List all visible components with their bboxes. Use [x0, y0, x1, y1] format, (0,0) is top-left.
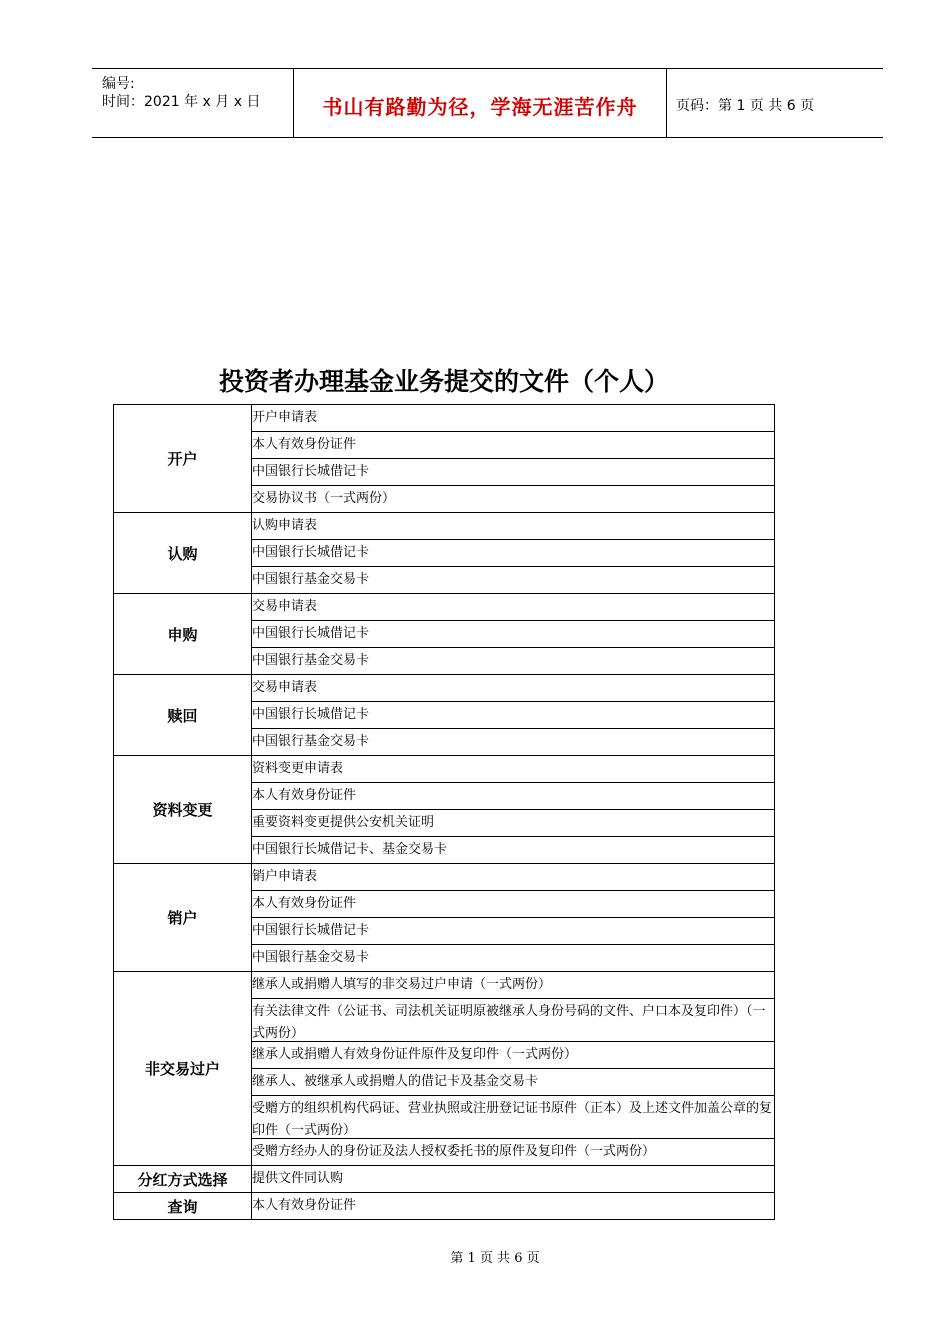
document-cell	[252, 756, 775, 783]
document-text: 有关法律文件（公证书、司法机关证明原被继承人身份号码的文件、户口本及复印件）（一式两份）	[252, 1004, 766, 1041]
document-text: 继承人或捐赠人有效身份证件原件及复印件（一式两份）	[252, 1047, 578, 1062]
document-cell	[252, 945, 775, 972]
header-info-cell	[92, 69, 292, 137]
document-cell	[252, 918, 775, 945]
document-text: 中国银行基金交易卡	[252, 653, 370, 668]
document-cell	[252, 999, 775, 1042]
document-cell	[252, 459, 775, 486]
category-cell: 销户	[114, 864, 252, 972]
document-cell	[252, 1069, 775, 1096]
document-title: 投资者办理基金业务提交的文件（个人）	[218, 367, 669, 396]
document-text: 本人有效身份证件	[252, 1198, 357, 1213]
document-cell	[252, 729, 775, 756]
document-text: 继承人、被继承人或捐赠人的借记卡及基金交易卡	[252, 1074, 539, 1089]
serial-label: 编号:	[102, 76, 135, 92]
table-row	[114, 756, 775, 783]
document-text: 中国银行长城借记卡	[252, 626, 370, 641]
page-footer: 第 1 页 共 6 页	[450, 1251, 540, 1266]
document-cell	[252, 1193, 775, 1220]
table-row	[114, 594, 775, 621]
table-row	[114, 675, 775, 702]
document-text: 认购申请表	[252, 518, 318, 533]
document-text: 中国银行基金交易卡	[252, 572, 370, 587]
document-text: 中国银行基金交易卡	[252, 950, 370, 965]
table-row	[114, 1166, 775, 1193]
document-cell	[252, 1096, 775, 1139]
document-cell	[252, 810, 775, 837]
header-page-cell	[666, 69, 883, 137]
document-cell	[252, 783, 775, 810]
document-text: 继承人或捐赠人填写的非交易过户申请（一式两份）	[252, 977, 552, 992]
table-row	[114, 405, 775, 432]
document-text: 中国银行长城借记卡	[252, 464, 370, 479]
category-cell: 资料变更	[114, 756, 252, 864]
document-text: 提供文件同认购	[252, 1171, 344, 1186]
document-text: 交易协议书（一式两份）	[252, 491, 396, 506]
document-cell	[252, 675, 775, 702]
document-cell	[252, 594, 775, 621]
document-text: 受赠方的组织机构代码证、营业执照或注册登记证书原件（正本）及上述文件加盖公章的复印件（一式两份）	[252, 1101, 773, 1138]
document-text: 本人有效身份证件	[252, 437, 357, 452]
page-code: 页码：第 1 页 共 6 页	[676, 98, 815, 114]
category-cell: 赎回	[114, 675, 252, 756]
table-row	[114, 972, 775, 999]
category-cell: 认购	[114, 513, 252, 594]
document-text: 重要资料变更提供公安机关证明	[252, 815, 435, 830]
table-row	[114, 513, 775, 540]
page-header	[92, 68, 883, 138]
table-row	[114, 1193, 775, 1220]
document-text: 受赠方经办人的身份证及法人授权委托书的原件及复印件（一式两份）	[252, 1144, 656, 1159]
document-cell	[252, 864, 775, 891]
document-cell	[252, 648, 775, 675]
document-text: 中国银行长城借记卡、基金交易卡	[252, 842, 448, 857]
document-cell	[252, 540, 775, 567]
header-motto-cell	[293, 69, 667, 137]
document-cell	[252, 702, 775, 729]
document-text: 交易申请表	[252, 599, 318, 614]
document-cell	[252, 513, 775, 540]
document-text: 中国银行长城借记卡	[252, 545, 370, 560]
category-cell: 非交易过户	[114, 972, 252, 1166]
document-cell	[252, 432, 775, 459]
time-label: 时间：2021 年 x 月 x 日	[102, 94, 261, 110]
category-cell: 分红方式选择	[114, 1166, 252, 1193]
category-cell: 查询	[114, 1193, 252, 1220]
category-cell: 开户	[114, 405, 252, 513]
document-cell	[252, 972, 775, 999]
document-cell	[252, 1166, 775, 1193]
document-cell	[252, 1042, 775, 1069]
document-text: 交易申请表	[252, 680, 318, 695]
document-text: 资料变更申请表	[252, 761, 344, 776]
document-cell	[252, 486, 775, 513]
document-text: 中国银行长城借记卡	[252, 923, 370, 938]
category-cell: 申购	[114, 594, 252, 675]
document-text: 中国银行基金交易卡	[252, 734, 370, 749]
document-cell	[252, 567, 775, 594]
document-text: 本人有效身份证件	[252, 896, 357, 911]
table-row	[114, 864, 775, 891]
document-cell	[252, 837, 775, 864]
document-text: 本人有效身份证件	[252, 788, 357, 803]
document-cell	[252, 405, 775, 432]
motto: 书山有路勤为径，学海无涯苦作舟	[322, 95, 638, 119]
document-text: 中国银行长城借记卡	[252, 707, 370, 722]
document-text: 开户申请表	[252, 410, 318, 425]
document-cell	[252, 891, 775, 918]
document-cell	[252, 621, 775, 648]
documents-table	[113, 404, 775, 1220]
document-text: 销户申请表	[252, 869, 318, 884]
document-cell	[252, 1139, 775, 1166]
